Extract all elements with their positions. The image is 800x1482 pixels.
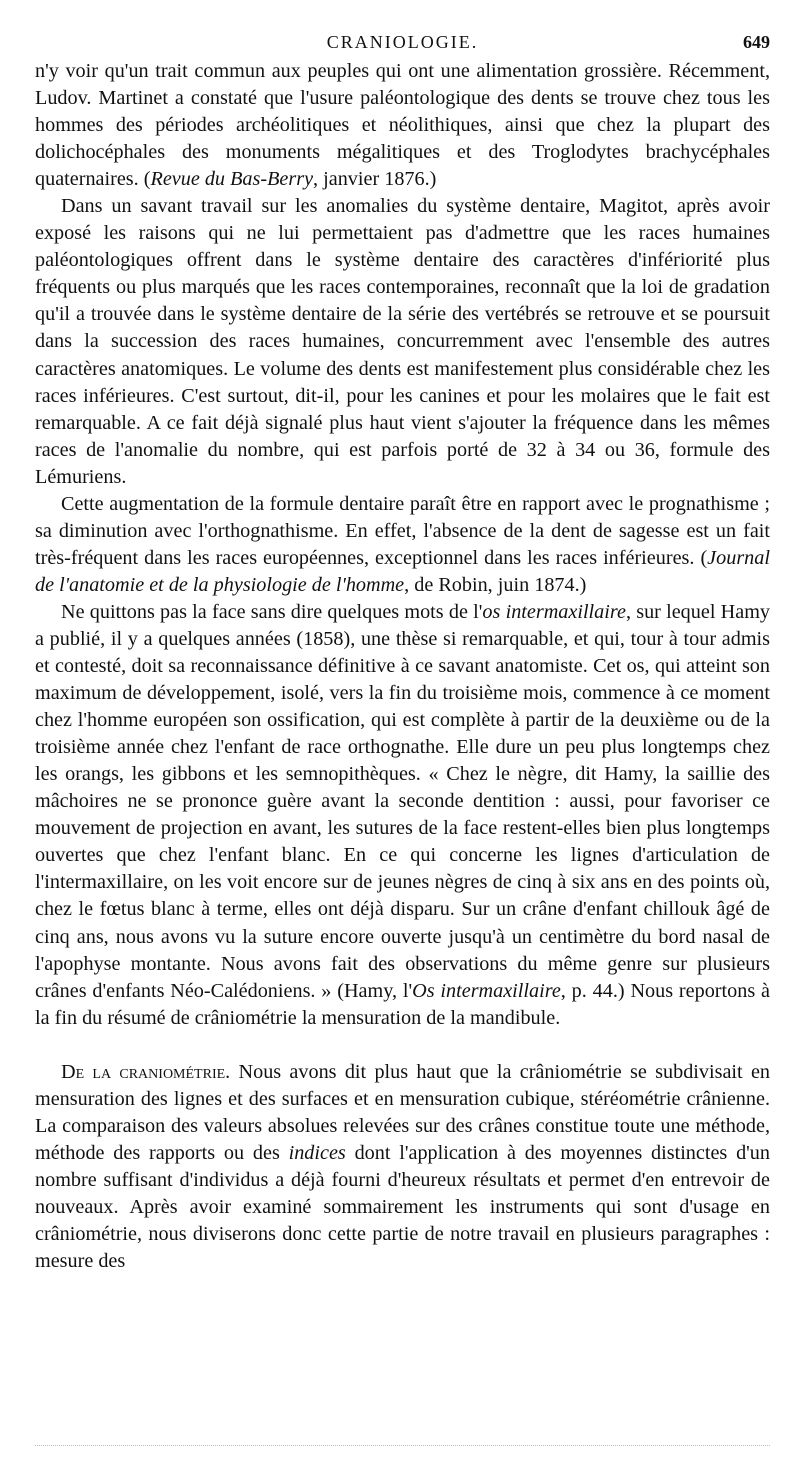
- paragraph-dental-wear: n'y voir qu'un trait commun aux peuples qui ont une alimentation grossière. Récemment, Ludov. Martinet a constaté que l'usure paléontologique des dents se trouve chez tous les hommes des périodes archéolitiques et néolithiques, ainsi que chez la plupart des dolichocéphales des monuments mégalitiques et des Troglodytes brachycéphales quaternaires. (Revue du Bas-Berry, janvier 1876.): [35, 60, 770, 191]
- citation-title: Journal de l'anatomie et de la physiologie de l'homme: [35, 546, 770, 596]
- section-heading: De la craniométrie.: [61, 1060, 231, 1083]
- paragraph-text: Cette augmentation de la formule dentaire paraît être en rapport avec le prognathisme ; sa diminution avec l'orthognathisme. En effet, l'absence de la dent de sagesse est un fait très-fréquent dans les races européennes, exceptionnel dans les races inférieures.: [35, 492, 770, 569]
- book-page: [35, 28, 770, 1275]
- footer-dotted-rule: [35, 1445, 770, 1446]
- page-number: 649: [743, 32, 770, 52]
- body-text: [35, 58, 770, 1275]
- paragraph-magitot: [35, 193, 770, 491]
- running-title: CRANIOLOGIE.: [326, 32, 479, 52]
- citation-title: Os intermaxillaire: [412, 979, 561, 1002]
- paragraph-intermaxillary: Ne quittons pas la face sans dire quelques mots de l'os intermaxillaire, sur lequel Hamy a publié, il y a quelques années (1858), une thèse si remarquable, et qui, tour à tour admis et contesté, doit sa reconnaissance définitive à ce savant anatomiste. Cet os, qui atteint son maximum de développement, isolé, vers la fin du troisième mois, commence à ce moment chez l'homme européen son ossification, qui est complète à partir de la deuxième ou de la troisième année chez l'enfant de race orthognathe. Elle dure un peu plus longtemps chez les orangs, les gibbons et les semnopithèques. « Chez le nègre, dit Hamy, la saillie des mâchoires ne se prononce guère avant la seconde dentition : aussi, pour favoriser ce mouvement de projection en avant, les sutures de la face restent-elles bien plus longtemps ouvertes que chez l'enfant blanc. En ce qui concerne les lignes d'articulation de l'intermaxillaire, on les voit encore sur de jeunes nègres de cinq à six ans en des points où, chez le fœtus blanc à terme, elles ont déjà disparu. Sur un crâne d'enfant chillouk âgé de cinq ans, nous avons vu la suture encore ouverte jusqu'à un centimètre du bord nasal de l'apophyse montante. Nous avons fait des observations du même genre sur plusieurs crânes d'enfants Néo-Calédoniens. » (Hamy, l'Os intermaxillaire, p. 44.) Nous reportons à la fin du résumé de crâniométrie la mensuration de la mandibule.: [35, 600, 770, 1029]
- citation-title: Revue du Bas-Berry: [150, 168, 314, 191]
- paragraph-prognathism: Cette augmentation de la formule dentaire paraît être en rapport avec le prognathisme ; sa diminution avec l'orthognathisme. En effet, l'absence de la dent de sagesse est un fait très-fréquent dans les races européennes, exceptionnel dans les races inférieures. (Journal de l'anatomie et de la physiologie de l'homme, de Robin, juin 1874.): [35, 492, 770, 596]
- paragraph-text: n'y voir qu'un trait commun aux peuples qui ont une alimentation grossière. Récemment, Ludov. Martinet a constaté que l'usure paléontologique des dents se trouve chez tous les hommes des périodes archéolitiques et néolithiques, ainsi que chez la plupart des dolichocéphales des monuments mégalitiques et des Troglodytes brachycéphales quaternaires.: [35, 60, 770, 191]
- italic-term: indices: [288, 1141, 346, 1164]
- section-craniometry: De la craniométrie. Nous avons dit plus haut que la crâniométrie se subdivisait en mensuration des lignes et des surfaces et en mensuration cubique, stéréométrie crânienne. La comparaison des valeurs absolues relevées sur des crânes constitue toute une méthode, méthode des rapports ou des indices dont l'application à des moyennes distinctes d'un nombre suffisant d'individus a déjà fourni d'heureux résultats et permet d'en entrevoir de nouveaux. Après avoir examiné sommairement les instruments qui sont d'usage en crâniométrie, nous diviserons donc cette partie de notre travail en plusieurs paragraphes : mesure des: [35, 1060, 770, 1273]
- italic-term: os intermaxillaire: [482, 600, 626, 623]
- running-head: [35, 28, 770, 58]
- paragraph-text: Dans un savant travail sur les anomalies du système dentaire, Magitot, après avoir exposé les raisons qui ne lui permettaient pas d'admettre que les races humaines paléontologiques offrent dans le système dentaire des caractères d'infériorité plus fréquents ou plus marqués que les races contemporaines, reconnaît que la loi de gradation qu'il a trouvée dans le système dentaire de la série des vertébrés se retrouve et se poursuit dans la succession des races humaines, concurremment avec l'ensemble des autres caractères anatomiques. Le volume des dents est manifestement plus considérable chez les races inférieures. C'est surtout, dit-il, pour les canines et pour les molaires que le fait est remarquable. A ce fait déjà signalé plus haut vient s'ajouter la fréquence dans les mêmes races de l'anomalie du nombre, qui est parfois porté de 32 à 34 ou 36, formule des Lémuriens.: [35, 195, 770, 488]
